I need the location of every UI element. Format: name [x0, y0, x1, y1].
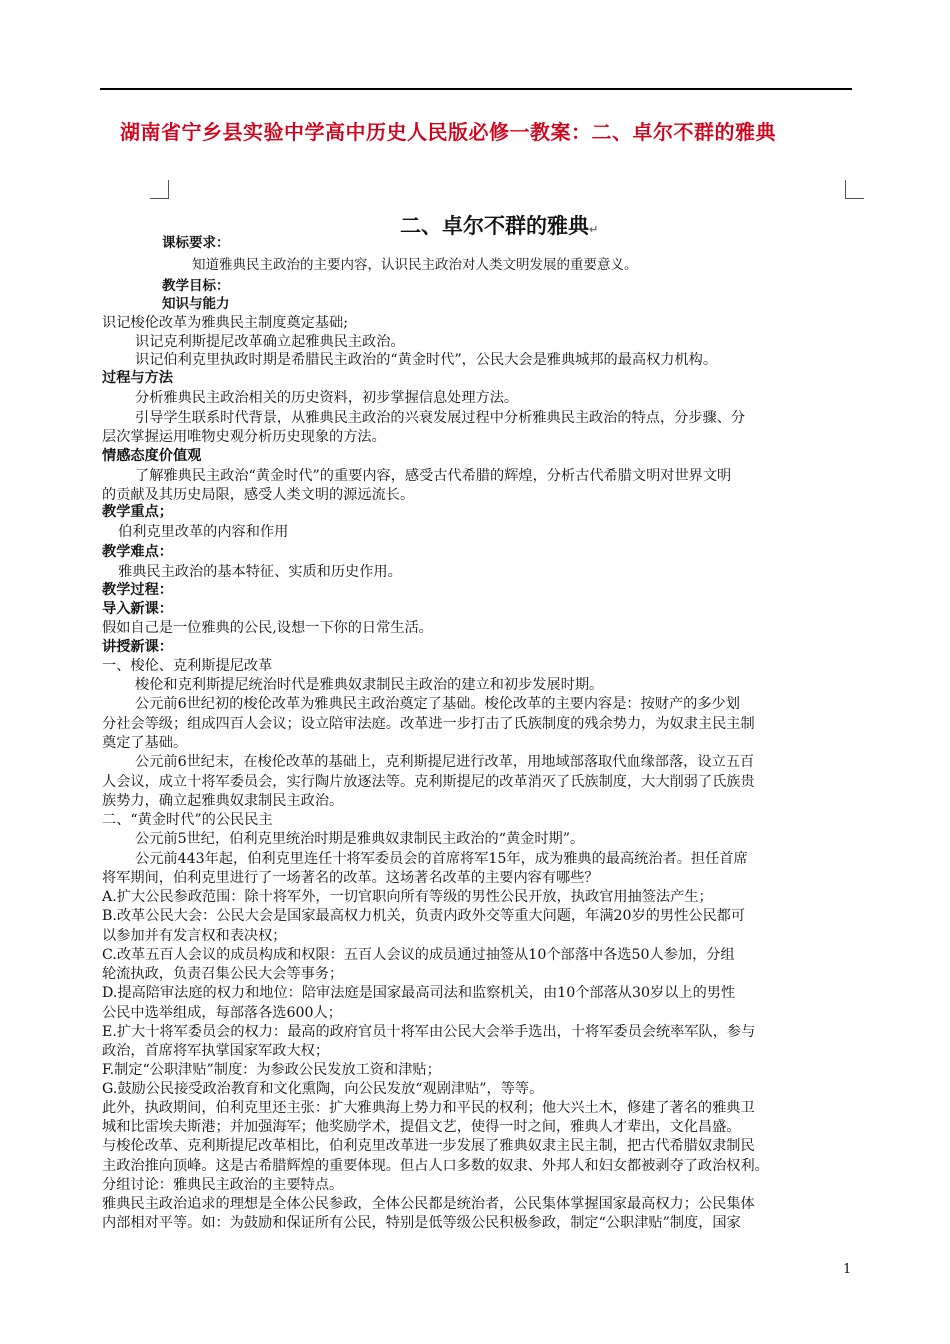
page-corner-mark-right — [845, 180, 864, 199]
text-line: 雅典民主政治的基本特征、实质和历史作用。 — [118, 564, 402, 580]
section-label: 知识与能力 — [162, 296, 230, 312]
section-label: 导入新课： — [102, 601, 173, 617]
text-line: 假如自己是一位雅典的公民,设想一下你的日常生活。 — [102, 620, 433, 636]
text-line: 与梭伦改革、克利斯提尼改革相比，伯利克里改革进一步发展了雅典奴隶主民主制，把古代希腊奴隶制民 — [102, 1138, 755, 1154]
section-label: 教学重点； — [102, 504, 173, 520]
list-item: A.扩大公民参政范围：除十将军外，一切官职向所有等级的男性公民开放，执政官用抽签法产生； — [102, 889, 713, 905]
text-line: 分组讨论：雅典民主政治的主要特点。 — [102, 1177, 344, 1193]
text-line: 政治，首席将军执掌国家军政大权； — [102, 1043, 330, 1059]
list-item: C.改革五百人会议的成员构成和权限：五百人会议的成员通过抽签从10个部落中各选50人参加，分组 — [102, 947, 735, 963]
text-line: 识记克利斯提尼改革确立起雅典民主政治。 — [135, 334, 405, 350]
section-label: 教学过程： — [102, 582, 173, 598]
text-line: 城和比雷埃夫斯港；并加强海军；他奖励学术，提倡文艺，使得一时之间，雅典人才辈出，文化昌盛。 — [102, 1119, 741, 1135]
text-line: 识记伯利克里执政时期是希腊民主政治的“黄金时代”，公民大会是雅典城邦的最高权力机构。 — [135, 352, 718, 368]
text-line: 识记梭伦改革为雅典民主制度奠定基础; — [102, 315, 348, 331]
list-item: B.改革公民大会：公民大会是国家最高权力机关，负责内政外交等重大问题，年满20岁的男性公民都可 — [102, 908, 746, 924]
text-line: 奠定了基础。 — [102, 735, 188, 751]
text-line: 主政治推向顶峰。这是古希腊辉煌的重要体现。但占人口多数的奴隶、外邦人和妇女都被剥夺了政治权利。 — [102, 1158, 769, 1174]
text-line: 了解雅典民主政治“黄金时代”的重要内容，感受古代希腊的辉煌，分析古代希腊文明对世界文明 — [135, 468, 732, 484]
text-line: 族势力，确立起雅典奴隶制民主政治。 — [102, 793, 344, 809]
text-line: 内部相对平等。如：为鼓励和保证所有公民，特别是低等级公民积极参政，制定“公职津贴”制度，国家 — [102, 1215, 741, 1231]
text-line: 知道雅典民主政治的主要内容，认识民主政治对人类文明发展的重要意义。 — [192, 257, 638, 273]
text-line: 梭伦和克利斯提尼统治时代是雅典奴隶制民主政治的建立和初步发展时期。 — [135, 677, 604, 693]
text-line: 引导学生联系时代背景，从雅典民主政治的兴衰发展过程中分析雅典民主政治的特点，分步骤、分 — [135, 410, 746, 426]
text-line: 公民中选举组成，每部落各选600人； — [102, 1005, 342, 1021]
text-line: 轮流执政，负责召集公民大会等事务； — [102, 966, 344, 982]
text-line: 伯利克里改革的内容和作用 — [118, 524, 289, 540]
text-line: 分析雅典民主政治相关的历史资料，初步掌握信息处理方法。 — [135, 390, 519, 406]
section-label: 情感态度价值观 — [102, 448, 202, 464]
list-item: G.鼓励公民接受政治教育和文化熏陶，向公民发放“观剧津贴”，等等。 — [102, 1081, 544, 1097]
text-line: 二、“黄金时代”的公民民主 — [102, 812, 273, 828]
text-line: 公元前5世纪，伯利克里统治时期是雅典奴隶制民主政治的“黄金时期”。 — [135, 831, 585, 847]
list-item: D.提高陪审法庭的权力和地位：陪审法庭是国家最高司法和监察机关，由10个部落从30岁以上的男性 — [102, 985, 736, 1001]
page-number: 1 — [843, 1262, 852, 1277]
section-label: 过程与方法 — [102, 370, 173, 386]
text-line: 此外，执政期间，伯利克里还主张：扩大雅典海上势力和平民的权利；他大兴土木，修建了著名的雅典卫 — [102, 1100, 755, 1116]
text-line: 公元前6世纪初的梭伦改革为雅典民主政治奠定了基础。梭伦改革的主要内容是：按财产的多少划 — [135, 696, 740, 712]
document-title: 湖南省宁乡县实验中学高中历史人民版必修一教案：二、卓尔不群的雅典 — [120, 120, 776, 144]
text-line: 的贡献及其历史局限，感受人类文明的源远流长。 — [102, 487, 415, 503]
section-label: 课标要求： — [162, 235, 230, 251]
section-label: 讲授新课： — [102, 639, 173, 655]
text-line: 将军期间，伯利克里进行了一场著名的改革。这场著名改革的主要内容有哪些？ — [102, 870, 599, 886]
header-rule — [100, 88, 852, 90]
section-label: 教学目标： — [162, 278, 230, 294]
text-line: 公元前6世纪末，在梭伦改革的基础上，克利斯提尼进行改革，用地域部落取代血缘部落，设立五百 — [135, 754, 755, 770]
text-line: 人会议，成立十将军委员会，实行陶片放逐法等。克利斯提尼的改革消灭了氏族制度，大大削弱了氏族贵 — [102, 774, 755, 790]
list-item: F.制定“公职津贴”制度：为参政公民发放工资和津贴； — [102, 1062, 441, 1078]
text-line: 层次掌握运用唯物史观分析历史现象的方法。 — [102, 429, 386, 445]
list-item: E.扩大十将军委员会的权力：最高的政府官员十将军由公民大会举手选出，十将军委员会统率军队，参与 — [102, 1024, 756, 1040]
text-line: 雅典民主政治追求的理想是全体公民参政，全体公民都是统治者，公民集体掌握国家最高权力；公民集体 — [102, 1196, 755, 1212]
text-line: 分社会等级；组成四百人会议；设立陪审法庭。改革进一步打击了氏族制度的残余势力，为奴隶主民主制 — [102, 716, 755, 732]
text-line: 一、梭伦、克利斯提尼改革 — [102, 658, 273, 674]
text-line: 公元前443年起，伯利克里连任十将军委员会的首席将军15年，成为雅典的最高统治者。担任首席 — [135, 851, 748, 867]
lesson-heading: 二、卓尔不群的雅典↵ — [400, 214, 599, 238]
page-corner-mark-left — [150, 180, 169, 199]
section-label: 教学难点： — [102, 544, 173, 560]
text-line: 以参加并有发言权和表决权； — [102, 928, 287, 944]
